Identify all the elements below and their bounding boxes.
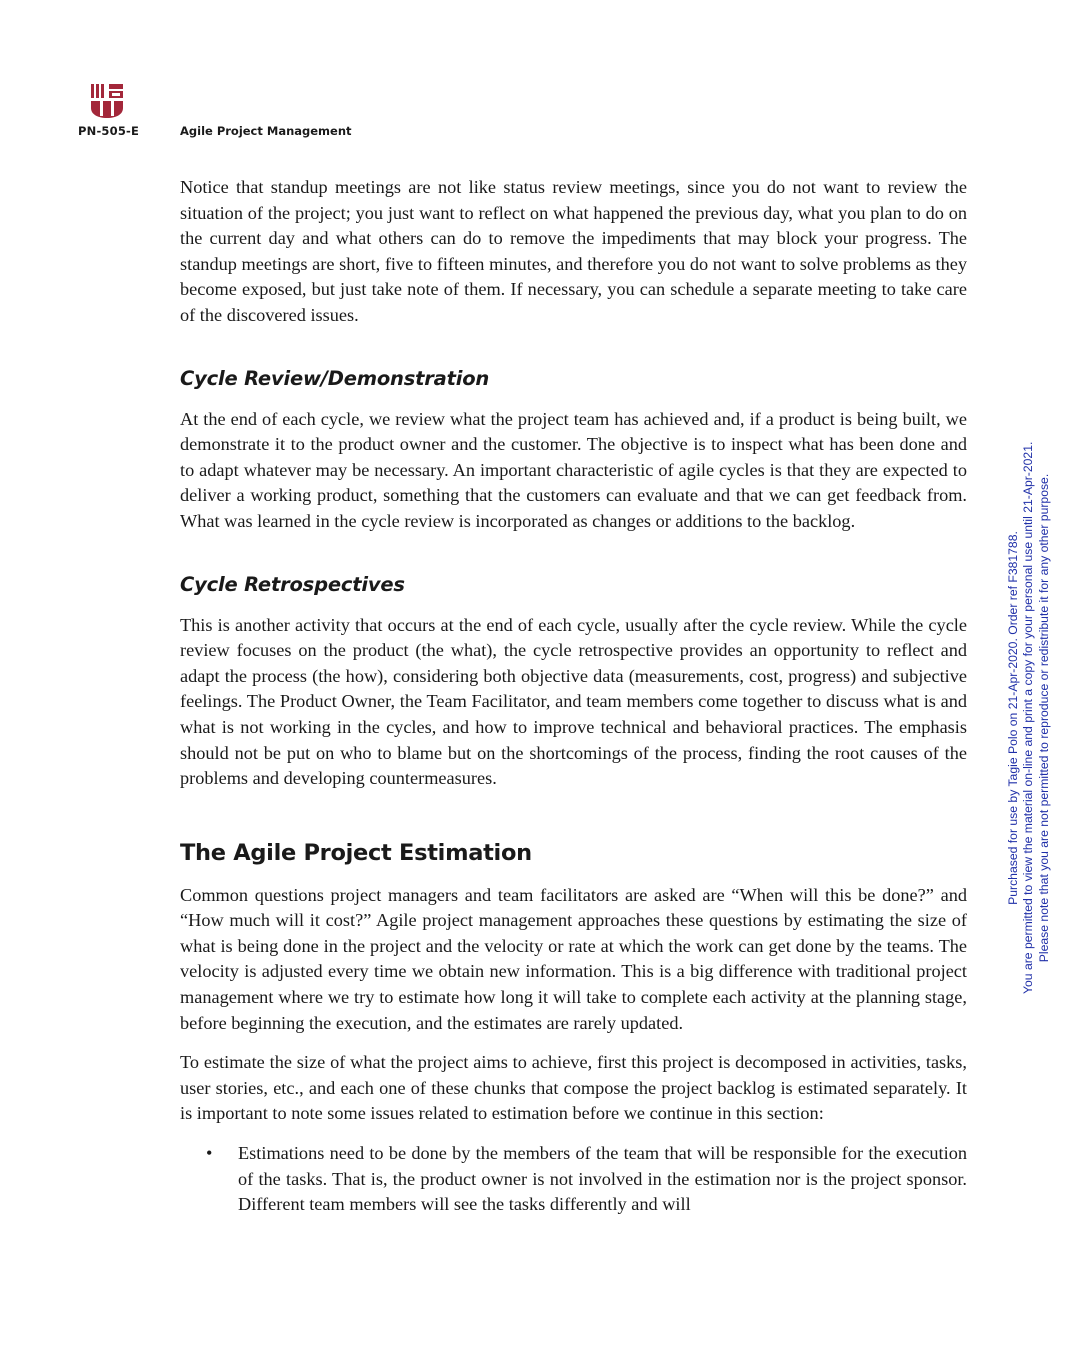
document-code: PN-505-E bbox=[78, 124, 140, 138]
intro-paragraph: Notice that standup meetings are not like status review meetings, since you do not want to review the situation of the project; you just want to reflect on what happened the previous day, what you plan to do on the current day and what others can do to remove the impediments that may block your progress. The standup meetings are short, five to fifteen minutes, and therefore you do not want to solve problems as they become exposed, but just take note of them. If necessary, you can schedule a separate meeting to take care of the discovered issues. bbox=[180, 177, 967, 325]
estimation-paragraph-1: Common questions project managers and team facilitators are asked are “When will this be done?” and “How much will it cost?” Agile project management approaches these questions by estimating the size of what is being done in the project and the velocity or rate at which the work can get done by the teams. The velocity is adjusted every time we obtain new information. This is a big difference with traditional project management where we try to estimate how long it will take to complete each activity at the planning stage, before beginning the execution, and the estimates are rarely updated. bbox=[180, 884, 967, 1033]
purchase-watermark bbox=[1005, 442, 1053, 994]
estimation-bullet-list bbox=[180, 1141, 967, 1218]
watermark-line-3: Please note that you are not permitted to reproduce or redistribute it for any other purpose. bbox=[1036, 473, 1051, 963]
section-heading-cycle-review: Cycle Review/Demonstration bbox=[180, 366, 490, 390]
bullet-text: Estimations need to be done by the members of the team that will be responsible for the execution of the tasks. That is, the product owner is not involved in the estimation nor is the project sponsor. Different team members will see the tasks differently and will bbox=[238, 1143, 967, 1215]
section-heading-estimation: The Agile Project Estimation bbox=[180, 839, 532, 866]
main-content bbox=[180, 175, 967, 1218]
section-paragraph-cycle-retrospectives: This is another activity that occurs at the end of each cycle, usually after the cycle review. While the cycle review focuses on the product (the what), the cycle retrospective provides an opportunity to reflect and adapt the process (the how), considering both objective data (measurements, cost, progress) and subjective feelings. The Product Owner, the Team Facilitator, and team members come together to discuss what is and what is not working in the cycles, and how to improve technical and behavioral practices. The emphasis should not be put on who to blame but on the shortcomings of the process, finding the root causes of the problems and developing countermeasures. bbox=[180, 614, 967, 789]
list-item bbox=[180, 1141, 967, 1218]
watermark-line-1: Purchased for use by Tagie Polo on 21-Apr-2020. Order ref F381788. bbox=[1005, 531, 1020, 905]
watermark-line-2: You are permitted to view the material on-line and print a copy for your personal use until 21-Apr-2021. bbox=[1021, 441, 1036, 994]
section-heading-cycle-retrospectives: Cycle Retrospectives bbox=[180, 572, 405, 596]
bullet-icon: • bbox=[206, 1143, 213, 1164]
document-title: Agile Project Management bbox=[180, 124, 352, 138]
section-paragraph-cycle-review: At the end of each cycle, we review what the project team has achieved and, if a product is being built, we demonstrate it to the product owner and the customer. The objective is to inspect what has been done and to adapt whatever may be necessary. An important characteristic of agile cycles is that they are expected to deliver a working product, something that the customers can evaluate and that we can get feedback from. What was learned in the cycle review is incorporated as changes or additions to the backlog. bbox=[180, 408, 967, 531]
estimation-paragraph-2: To estimate the size of what the project aims to achieve, first this project is decomposed in activities, tasks, user stories, etc., and each one of these chunks that compose the project backlog is estimated separately. It is important to note some issues related to estimation before we continue in this section: bbox=[180, 1052, 967, 1124]
publisher-logo bbox=[91, 84, 125, 118]
